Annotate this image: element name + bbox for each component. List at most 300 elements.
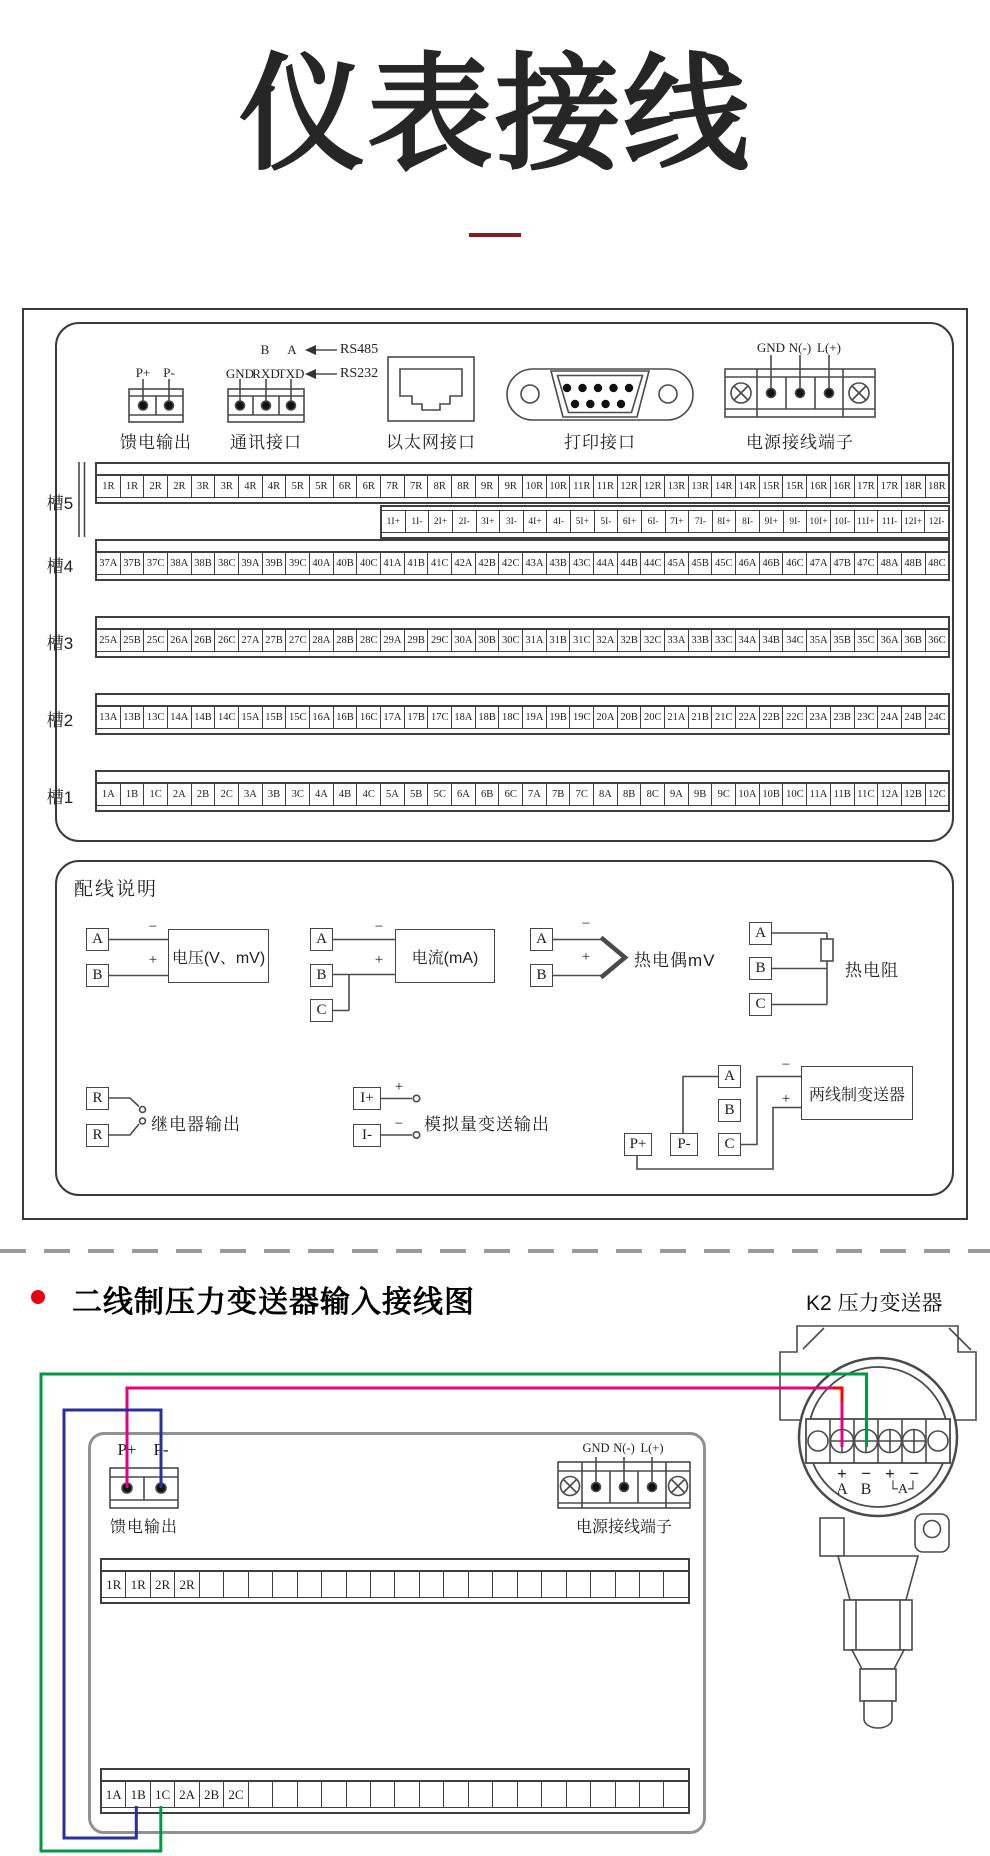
terminal-cell: 8R (452, 476, 476, 497)
current-input-box: 电流(mA) (395, 929, 495, 983)
terminal-cell: 7B (547, 784, 571, 805)
terminal-cell: 44C (641, 553, 665, 574)
strip-band (102, 1808, 688, 1812)
terminal-box-b: B (718, 1099, 741, 1122)
terminal-cell: 9I- (784, 511, 808, 532)
terminal-cell: 31A (523, 630, 547, 651)
terminal-cell: 32B (618, 630, 642, 651)
terminal-cell (567, 1572, 591, 1597)
rs485-arrow-icon (305, 345, 337, 355)
terminal-cell (273, 1782, 297, 1807)
plus-sign: + (148, 952, 158, 968)
minus-sign: − (394, 1116, 404, 1132)
terminal-cell: 6I+ (618, 511, 642, 532)
plus-sign: + (581, 949, 591, 965)
device-input-cells-row (102, 1782, 688, 1808)
terminal-cell: 25B (121, 630, 145, 651)
slot5-io-cells-row (382, 511, 948, 533)
terminal-cell: 18R (928, 481, 946, 492)
device-power-connector (558, 1457, 690, 1508)
terminal-cell: 43C (570, 553, 594, 574)
terminal-cell (420, 1572, 444, 1597)
terminal-cell: 11A (807, 784, 831, 805)
terminal-cell: 48A (878, 553, 902, 574)
terminal-cell: 7I+ (666, 511, 690, 532)
terminal-cell: 17A (381, 707, 405, 728)
terminal-cell: 27B (263, 630, 287, 651)
terminal-cell: 6I- (642, 511, 666, 532)
terminal-cell: 6C (499, 784, 523, 805)
terminal-cell (444, 1782, 468, 1807)
terminal-cell: 16B (334, 707, 358, 728)
terminal-box-c: C (718, 1133, 741, 1156)
terminal-cell: 38B (192, 553, 216, 574)
ethernet-port-label: 以太网接口 (386, 433, 476, 452)
terminal-cell: 13C (144, 707, 168, 728)
terminal-cell: 36C (928, 635, 946, 646)
terminal-box-c: C (310, 999, 333, 1022)
terminal-cell: 2R (144, 476, 168, 497)
terminal-cell: 34B (760, 630, 784, 651)
terminal-cell: 12B (902, 784, 926, 805)
device-input-terminal-strip (100, 1768, 690, 1814)
current-wiring-lines (333, 940, 395, 1011)
terminal-cell: 22A (736, 707, 760, 728)
terminal-cell: 48C (928, 558, 946, 569)
terminal-cell: 44A (594, 553, 618, 574)
plus-sign: + (394, 1079, 404, 1095)
terminal-cell: 1B (126, 1782, 150, 1807)
device-feed-p-plus-label: P+ (117, 1440, 137, 1459)
comm-connector (228, 379, 304, 422)
terminal-cell: 38A (168, 553, 192, 574)
rs232-label: RS232 (340, 366, 379, 381)
terminal-box-p-minus: P- (670, 1133, 698, 1156)
terminal-cell: 35A (807, 630, 831, 651)
terminal-cell: 6R (334, 476, 358, 497)
terminal-cell: 39C (286, 553, 310, 574)
terminal-cell (420, 1782, 444, 1807)
terminal-cell: 25C (144, 630, 168, 651)
terminal-cell: 46B (760, 553, 784, 574)
rs232-arrow-icon (305, 369, 337, 379)
page-title: 仪表接线 (239, 44, 751, 185)
terminal-box-a: A (718, 1065, 741, 1088)
terminal-cell: 12A (878, 784, 902, 805)
terminal-cell: 2R (151, 1572, 175, 1597)
strip-band (102, 1598, 688, 1602)
terminal-cell: 24A (878, 707, 902, 728)
terminal-box-r: R (86, 1087, 109, 1110)
terminal-cell: 9R (499, 476, 523, 497)
terminal-cell: 47A (807, 553, 831, 574)
terminal-cell: 39A (239, 553, 263, 574)
terminal-cell: 2R (168, 476, 192, 497)
slot3-label: 槽3 (46, 634, 74, 653)
terminal-cell: 4I+ (524, 511, 548, 532)
terminal-cell: 45C (712, 553, 736, 574)
terminal-box-c: C (749, 993, 772, 1016)
terminal-cell (249, 1572, 273, 1597)
terminal-cell (322, 1572, 346, 1597)
terminal-cell (347, 1572, 371, 1597)
terminal-cell: 10C (783, 784, 807, 805)
terminal-cell: 11R (594, 476, 618, 497)
terminal-cell (371, 1782, 395, 1807)
terminal-cell: 13R (689, 476, 713, 497)
terminal-cell: 33C (712, 630, 736, 651)
device-power-terminal-label: 电源接线端子 (575, 1519, 672, 1536)
terminal-cell: 26B (192, 630, 216, 651)
terminal-cell: 9R (476, 476, 500, 497)
terminal-box-a: A (530, 928, 553, 951)
slot3-terminal-strip (95, 616, 950, 658)
terminal-cell: 3B (263, 784, 287, 805)
terminal-cell (567, 1782, 591, 1807)
terminal-cell: 13A (97, 707, 121, 728)
slot5-label: 槽5 (46, 494, 74, 513)
terminal-box-b: B (310, 964, 333, 987)
slot2-terminal-strip (95, 693, 950, 735)
terminal-cell: 3A (239, 784, 263, 805)
terminal-cell: 11I- (878, 511, 902, 532)
section-title: 二线制压力变送器输入接线图 (72, 1286, 475, 1319)
terminal-cell: 28A (310, 630, 334, 651)
ethernet-jack (388, 357, 474, 421)
terminal-cell: 19C (570, 707, 594, 728)
terminal-cell: 29C (428, 630, 452, 651)
terminal-cell: 2R (175, 1572, 199, 1597)
terminal-cell: 45B (689, 553, 713, 574)
terminal-cell: 27C (286, 630, 310, 651)
terminal-cell: 27A (239, 630, 263, 651)
terminal-cell: 1R (126, 1572, 150, 1597)
terminal-cell: 12R (618, 476, 642, 497)
terminal-cell: 5A (381, 784, 405, 805)
terminal-box-i-plus: I+ (353, 1087, 381, 1110)
terminal-cell: 12R (641, 476, 665, 497)
terminal-cell: 3C (286, 784, 310, 805)
terminal-cell: 20B (618, 707, 642, 728)
terminal-cell: 17R (855, 476, 879, 497)
terminal-cell: 9C (712, 784, 736, 805)
terminal-cell: 42A (452, 553, 476, 574)
terminal-cell: 4C (357, 784, 381, 805)
terminal-cell: 47C (855, 553, 879, 574)
terminal-cell: 11I+ (855, 511, 879, 532)
strip-band (97, 652, 948, 656)
terminal-cell (395, 1782, 419, 1807)
terminal-cell: 13B (121, 707, 145, 728)
terminal-cell (469, 1782, 493, 1807)
rs485-pin-a-label: A (287, 342, 297, 357)
strip-band (97, 806, 948, 810)
terminal-cell: 21C (712, 707, 736, 728)
device-relay-terminal-strip (100, 1558, 690, 1604)
terminal-cell: 30A (452, 630, 476, 651)
terminal-cell: 4R (263, 476, 287, 497)
terminal-cell: 34A (736, 630, 760, 651)
terminal-cell (298, 1782, 322, 1807)
terminal-cell: 33A (665, 630, 689, 651)
terminal-cell: 7C (570, 784, 594, 805)
minus-sign: − (374, 919, 384, 935)
terminal-cell: 14A (168, 707, 192, 728)
terminal-cell: 36A (878, 630, 902, 651)
terminal-cell: 18C (499, 707, 523, 728)
terminal-cell: 15R (783, 476, 807, 497)
power-pin-n-label: N(-) (788, 340, 812, 355)
transmitter-sign-minus: − (909, 1464, 919, 1483)
terminal-cell: 29B (405, 630, 429, 651)
terminal-cell (518, 1572, 542, 1597)
feed-pin-p-plus-label: P+ (135, 365, 151, 380)
terminal-cell: 45A (665, 553, 689, 574)
terminal-cell: 12I+ (902, 511, 926, 532)
terminal-cell: 11C (855, 784, 879, 805)
terminal-cell: 21B (689, 707, 713, 728)
relay-output-label: 继电器输出 (151, 1115, 241, 1134)
terminal-cell (469, 1572, 493, 1597)
slot5-terminal-strip (95, 462, 950, 504)
minus-sign: − (581, 916, 591, 932)
terminal-cell: 20C (641, 707, 665, 728)
terminal-cell: 33B (689, 630, 713, 651)
terminal-cell: 28C (357, 630, 381, 651)
device-power-gnd-label: GND (582, 1441, 610, 1455)
terminal-cell (664, 1572, 687, 1597)
transmitter-term-b-label: B (860, 1481, 872, 1498)
comm-pin-rxd-label: RXD (252, 366, 280, 381)
comm-pin-txd-label: TXD (277, 366, 305, 381)
terminal-cell: 6B (476, 784, 500, 805)
slot1-cells-row (97, 784, 948, 806)
pressure-transmitter-drawing (780, 1326, 976, 1728)
terminal-cell: 30C (499, 630, 523, 651)
transmitter-sign-minus: − (861, 1464, 871, 1483)
voltage-input-box: 电压(V、mV) (168, 929, 269, 983)
terminal-cell (640, 1572, 664, 1597)
terminal-cell: 26C (215, 630, 239, 651)
terminal-cell: 36B (902, 630, 926, 651)
terminal-cell: 39B (263, 553, 287, 574)
terminal-cell: 4I- (547, 511, 571, 532)
terminal-cell: 10R (547, 476, 571, 497)
terminal-cell: 19B (547, 707, 571, 728)
terminal-cell: 5B (405, 784, 429, 805)
terminal-cell: 15A (239, 707, 263, 728)
terminal-cell: 12C (928, 789, 946, 800)
terminal-cell: 5R (310, 476, 334, 497)
terminal-cell: 30B (476, 630, 500, 651)
terminal-cell: 7I- (689, 511, 713, 532)
terminal-cell: 4B (334, 784, 358, 805)
terminal-cell: 46A (736, 553, 760, 574)
terminal-cell (542, 1782, 566, 1807)
terminal-cell: 8R (428, 476, 452, 497)
terminal-cell (616, 1572, 640, 1597)
terminal-cell (616, 1782, 640, 1807)
terminal-cell: 5I- (595, 511, 619, 532)
terminal-cell: 17R (878, 476, 902, 497)
terminal-cell: 37B (121, 553, 145, 574)
terminal-cell: 17C (428, 707, 452, 728)
terminal-cell: 14C (215, 707, 239, 728)
terminal-cell: 42C (499, 553, 523, 574)
terminal-cell (591, 1572, 615, 1597)
terminal-cell: 9B (689, 784, 713, 805)
terminal-cell (371, 1572, 395, 1597)
terminal-cell: 8I+ (713, 511, 737, 532)
terminal-cell: 19A (523, 707, 547, 728)
terminal-cell: 13R (665, 476, 689, 497)
wiring-notes-title: 配线说明 (74, 879, 159, 900)
terminal-cell: 8B (618, 784, 642, 805)
terminal-cell: 4R (239, 476, 263, 497)
terminal-cell: 32C (641, 630, 665, 651)
strip-band (102, 1770, 688, 1782)
strip-band (97, 575, 948, 579)
terminal-cell: 10R (523, 476, 547, 497)
terminal-cell: 28B (334, 630, 358, 651)
strip-band (97, 618, 948, 630)
terminal-cell: 46C (783, 553, 807, 574)
terminal-cell: 18B (476, 707, 500, 728)
terminal-cell: 6A (452, 784, 476, 805)
slot4-label: 槽4 (46, 557, 74, 576)
terminal-cell: 48B (902, 553, 926, 574)
terminal-cell (591, 1782, 615, 1807)
feed-pin-p-minus-label: P- (163, 365, 175, 380)
transmitter-term-jumper-label: └A┘ (888, 1482, 918, 1497)
terminal-cell: 2C (215, 784, 239, 805)
terminal-cell: 14R (736, 476, 760, 497)
device-feed-p-minus-label: P- (153, 1440, 169, 1459)
terminal-cell: 22C (783, 707, 807, 728)
terminal-cell: 2B (200, 1782, 224, 1807)
thermocouple-label: 热电偶mV (634, 951, 716, 970)
terminal-cell: 1A (97, 784, 121, 805)
slot3-cells-row (97, 630, 948, 652)
transmitter-sign-plus: + (837, 1464, 847, 1483)
terminal-cell (200, 1572, 224, 1597)
transmitter-sign-plus: + (885, 1464, 895, 1483)
terminal-cell: 2A (168, 784, 192, 805)
terminal-box-i-minus: I- (353, 1124, 381, 1147)
terminal-cell: 2I- (453, 511, 477, 532)
terminal-cell: 3R (192, 476, 216, 497)
terminal-box-a: A (749, 922, 772, 945)
terminal-cell: 11B (831, 784, 855, 805)
terminal-cell: 31C (570, 630, 594, 651)
terminal-cell: 18A (452, 707, 476, 728)
terminal-cell: 8A (594, 784, 618, 805)
feed-output-label: 馈电输出 (120, 433, 192, 452)
terminal-box-r: R (86, 1124, 109, 1147)
strip-band (97, 729, 948, 733)
rs485-pin-b-label: B (260, 342, 270, 357)
terminal-cell (493, 1572, 517, 1597)
terminal-cell (249, 1782, 273, 1807)
terminal-cell: 40B (334, 553, 358, 574)
terminal-cell: 10I+ (807, 511, 831, 532)
strip-band (97, 772, 948, 784)
terminal-cell: 40A (310, 553, 334, 574)
device-relay-cells-row (102, 1572, 688, 1598)
terminal-box-a: A (86, 928, 109, 951)
terminal-cell: 10B (760, 784, 784, 805)
slot5-cells-row (97, 476, 948, 498)
terminal-cell: 2C (224, 1782, 248, 1807)
terminal-cell: 1I+ (382, 511, 406, 532)
terminal-cell: 35B (831, 630, 855, 651)
rtd-label: 热电阻 (845, 961, 899, 980)
terminal-cell (298, 1572, 322, 1597)
terminal-cell: 43B (547, 553, 571, 574)
terminal-cell: 3I- (500, 511, 524, 532)
minus-sign: − (148, 919, 158, 935)
terminal-cell: 1I- (406, 511, 430, 532)
terminal-cell (273, 1572, 297, 1597)
terminal-cell: 18R (902, 476, 926, 497)
terminal-cell: 1R (121, 476, 145, 497)
slot1-terminal-strip (95, 770, 950, 812)
terminal-cell: 1R (102, 1572, 126, 1597)
terminal-cell: 43A (523, 553, 547, 574)
terminal-cell: 23C (855, 707, 879, 728)
comm-pin-gnd-label: GND (225, 366, 255, 381)
minus-sign: − (781, 1057, 791, 1073)
terminal-cell: 9I+ (760, 511, 784, 532)
terminal-cell (224, 1572, 248, 1597)
terminal-cell: 3R (215, 476, 239, 497)
plus-sign: + (374, 952, 384, 968)
terminal-box-a: A (310, 928, 333, 951)
terminal-cell: 31B (547, 630, 571, 651)
terminal-cell: 1C (151, 1782, 175, 1807)
terminal-cell (493, 1782, 517, 1807)
terminal-cell: 35C (855, 630, 879, 651)
terminal-cell: 5C (428, 784, 452, 805)
feed-output-connector (129, 379, 183, 422)
terminal-box-b: B (530, 964, 553, 987)
slot5-left-bracket (79, 462, 85, 537)
terminal-cell: 12I- (928, 516, 945, 527)
terminal-cell: 7R (381, 476, 405, 497)
terminal-cell: 23A (807, 707, 831, 728)
slot4-cells-row (97, 553, 948, 575)
terminal-cell (518, 1782, 542, 1807)
plus-sign: + (781, 1091, 791, 1107)
terminal-cell: 17B (405, 707, 429, 728)
terminal-cell: 24B (902, 707, 926, 728)
power-terminal-connector (725, 355, 875, 417)
strip-band (97, 695, 948, 707)
terminal-cell: 42B (476, 553, 500, 574)
terminal-cell (542, 1572, 566, 1597)
rs485-label: RS485 (340, 342, 379, 357)
terminal-cell: 32A (594, 630, 618, 651)
db9-printer-port (507, 369, 693, 420)
transmitter-term-a-label: A (836, 1481, 848, 1498)
terminal-cell: 23B (831, 707, 855, 728)
strip-band (102, 1560, 688, 1572)
terminal-cell: 14B (192, 707, 216, 728)
transmitter-title-label: K2 压力变送器 (806, 1292, 943, 1315)
terminal-cell: 21A (665, 707, 689, 728)
device-feed-connector (110, 1459, 178, 1508)
slot1-label: 槽1 (46, 788, 74, 807)
